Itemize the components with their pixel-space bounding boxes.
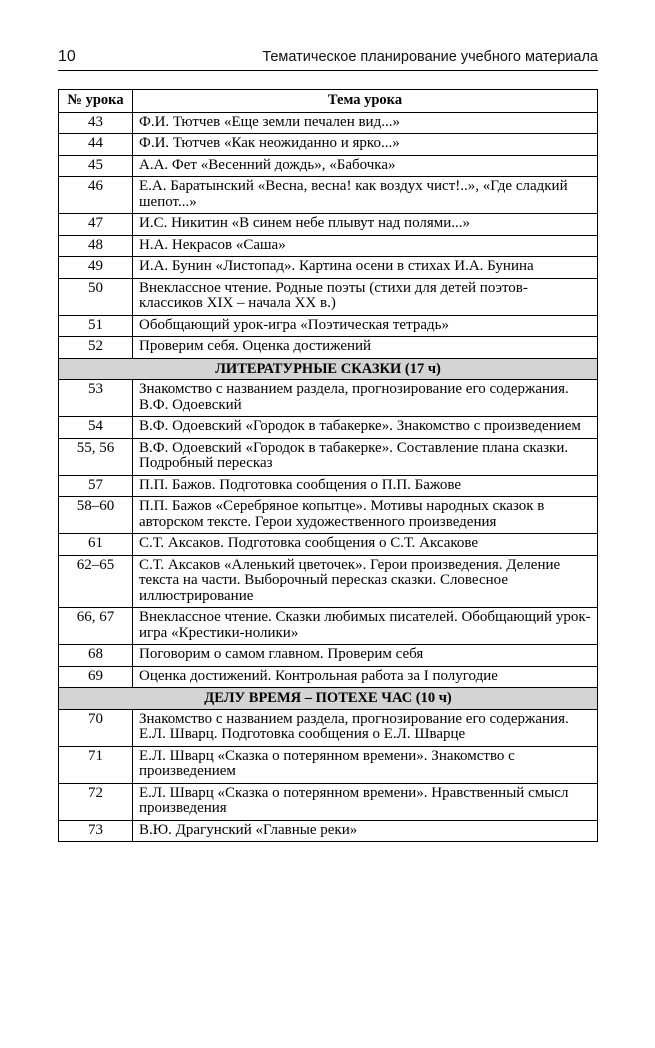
- table-row: [59, 534, 598, 556]
- lesson-topic: И.А. Бунин «Листопад». Картина осени в стихах И.А. Бунина: [133, 257, 598, 279]
- section-header-row: [59, 688, 598, 710]
- lesson-topic: В.Ф. Одоевский «Городок в табакерке». Составление плана сказки. Подробный пересказ: [133, 438, 598, 475]
- lesson-topic: Внеклассное чтение. Сказки любимых писателей. Обобщающий урок-игра «Крестики-нолики»: [133, 608, 598, 645]
- lesson-topic: Н.А. Некрасов «Саша»: [133, 235, 598, 257]
- lesson-topic: В.Ю. Драгунский «Главные реки»: [133, 820, 598, 842]
- table-row: [59, 155, 598, 177]
- lesson-number: 62–65: [59, 555, 133, 608]
- table-row: [59, 278, 598, 315]
- lesson-number: 50: [59, 278, 133, 315]
- lesson-topic: Обобщающий урок-игра «Поэтическая тетрадь»: [133, 315, 598, 337]
- table-row: [59, 257, 598, 279]
- lesson-number: 52: [59, 337, 133, 359]
- table-row: [59, 645, 598, 667]
- lesson-topic: С.Т. Аксаков «Аленький цветочек». Герои произведения. Деление текста на части. Выборочный пересказ сказки. Словесное иллюстрирование: [133, 555, 598, 608]
- lesson-number: 73: [59, 820, 133, 842]
- lesson-number: 66, 67: [59, 608, 133, 645]
- lesson-topic: Внеклассное чтение. Родные поэты (стихи для детей поэтов-классиков XIX – начала XX в.): [133, 278, 598, 315]
- table-row: [59, 337, 598, 359]
- lesson-topic: Ф.И. Тютчев «Еще земли печален вид...»: [133, 112, 598, 134]
- table-row: [59, 438, 598, 475]
- lesson-plan-table: [58, 89, 598, 842]
- column-header-topic: Тема урока: [133, 90, 598, 113]
- lesson-topic: Ф.И. Тютчев «Как неожиданно и ярко...»: [133, 134, 598, 156]
- table-row: [59, 417, 598, 439]
- lesson-topic: Е.Л. Шварц «Сказка о потерянном времени». Нравственный смысл произведения: [133, 783, 598, 820]
- lesson-number: 51: [59, 315, 133, 337]
- column-header-number: № урока: [59, 90, 133, 113]
- lesson-number: 47: [59, 214, 133, 236]
- running-title: Тематическое планирование учебного материала: [262, 49, 598, 65]
- table-row: [59, 497, 598, 534]
- page-header: [58, 44, 598, 71]
- table-row: [59, 214, 598, 236]
- table-row: [59, 746, 598, 783]
- table-row: [59, 112, 598, 134]
- table-row: [59, 475, 598, 497]
- lesson-number: 57: [59, 475, 133, 497]
- table-row: [59, 666, 598, 688]
- lesson-number: 44: [59, 134, 133, 156]
- lesson-number: 68: [59, 645, 133, 667]
- lesson-number: 72: [59, 783, 133, 820]
- table-row: [59, 315, 598, 337]
- lesson-topic: Е.А. Баратынский «Весна, весна! как воздух чист!..», «Где сладкий шепот...»: [133, 177, 598, 214]
- lesson-topic: Е.Л. Шварц «Сказка о потерянном времени». Знакомство с произведением: [133, 746, 598, 783]
- table-row: [59, 608, 598, 645]
- section-title: ЛИТЕРАТУРНЫЕ СКАЗКИ (17 ч): [59, 358, 598, 380]
- section-title: ДЕЛУ ВРЕМЯ – ПОТЕХЕ ЧАС (10 ч): [59, 688, 598, 710]
- lesson-number: 53: [59, 380, 133, 417]
- lesson-number: 46: [59, 177, 133, 214]
- table-row: [59, 235, 598, 257]
- lesson-number: 45: [59, 155, 133, 177]
- lesson-topic: Проверим себя. Оценка достижений: [133, 337, 598, 359]
- table-row: [59, 783, 598, 820]
- page-number: 10: [58, 48, 76, 65]
- lesson-topic: П.П. Бажов «Серебряное копытце». Мотивы народных сказок в авторском тексте. Герои художественного произведения: [133, 497, 598, 534]
- table-row: [59, 177, 598, 214]
- lesson-topic: В.Ф. Одоевский «Городок в табакерке». Знакомство с произведением: [133, 417, 598, 439]
- lesson-topic: Знакомство с названием раздела, прогнозирование его содержания. В.Ф. Одоевский: [133, 380, 598, 417]
- lesson-topic: Оценка достижений. Контрольная работа за I полугодие: [133, 666, 598, 688]
- lesson-topic: А.А. Фет «Весенний дождь», «Бабочка»: [133, 155, 598, 177]
- lesson-number: 61: [59, 534, 133, 556]
- lesson-topic: И.С. Никитин «В синем небе плывут над полями...»: [133, 214, 598, 236]
- lesson-number: 54: [59, 417, 133, 439]
- lesson-topic: Знакомство с названием раздела, прогнозирование его содержания. Е.Л. Шварц. Подготовка сообщения о Е.Л. Шварце: [133, 709, 598, 746]
- table-row: [59, 134, 598, 156]
- lesson-number: 55, 56: [59, 438, 133, 475]
- lesson-number: 43: [59, 112, 133, 134]
- lesson-number: 71: [59, 746, 133, 783]
- lesson-topic: П.П. Бажов. Подготовка сообщения о П.П. Бажове: [133, 475, 598, 497]
- table-row: [59, 709, 598, 746]
- lesson-topic: С.Т. Аксаков. Подготовка сообщения о С.Т. Аксакове: [133, 534, 598, 556]
- lesson-number: 48: [59, 235, 133, 257]
- section-header-row: [59, 358, 598, 380]
- table-row: [59, 380, 598, 417]
- lesson-number: 49: [59, 257, 133, 279]
- table-row: [59, 820, 598, 842]
- table-header-row: [59, 90, 598, 113]
- lesson-topic: Поговорим о самом главном. Проверим себя: [133, 645, 598, 667]
- lesson-number: 58–60: [59, 497, 133, 534]
- lesson-number: 69: [59, 666, 133, 688]
- lesson-number: 70: [59, 709, 133, 746]
- table-row: [59, 555, 598, 608]
